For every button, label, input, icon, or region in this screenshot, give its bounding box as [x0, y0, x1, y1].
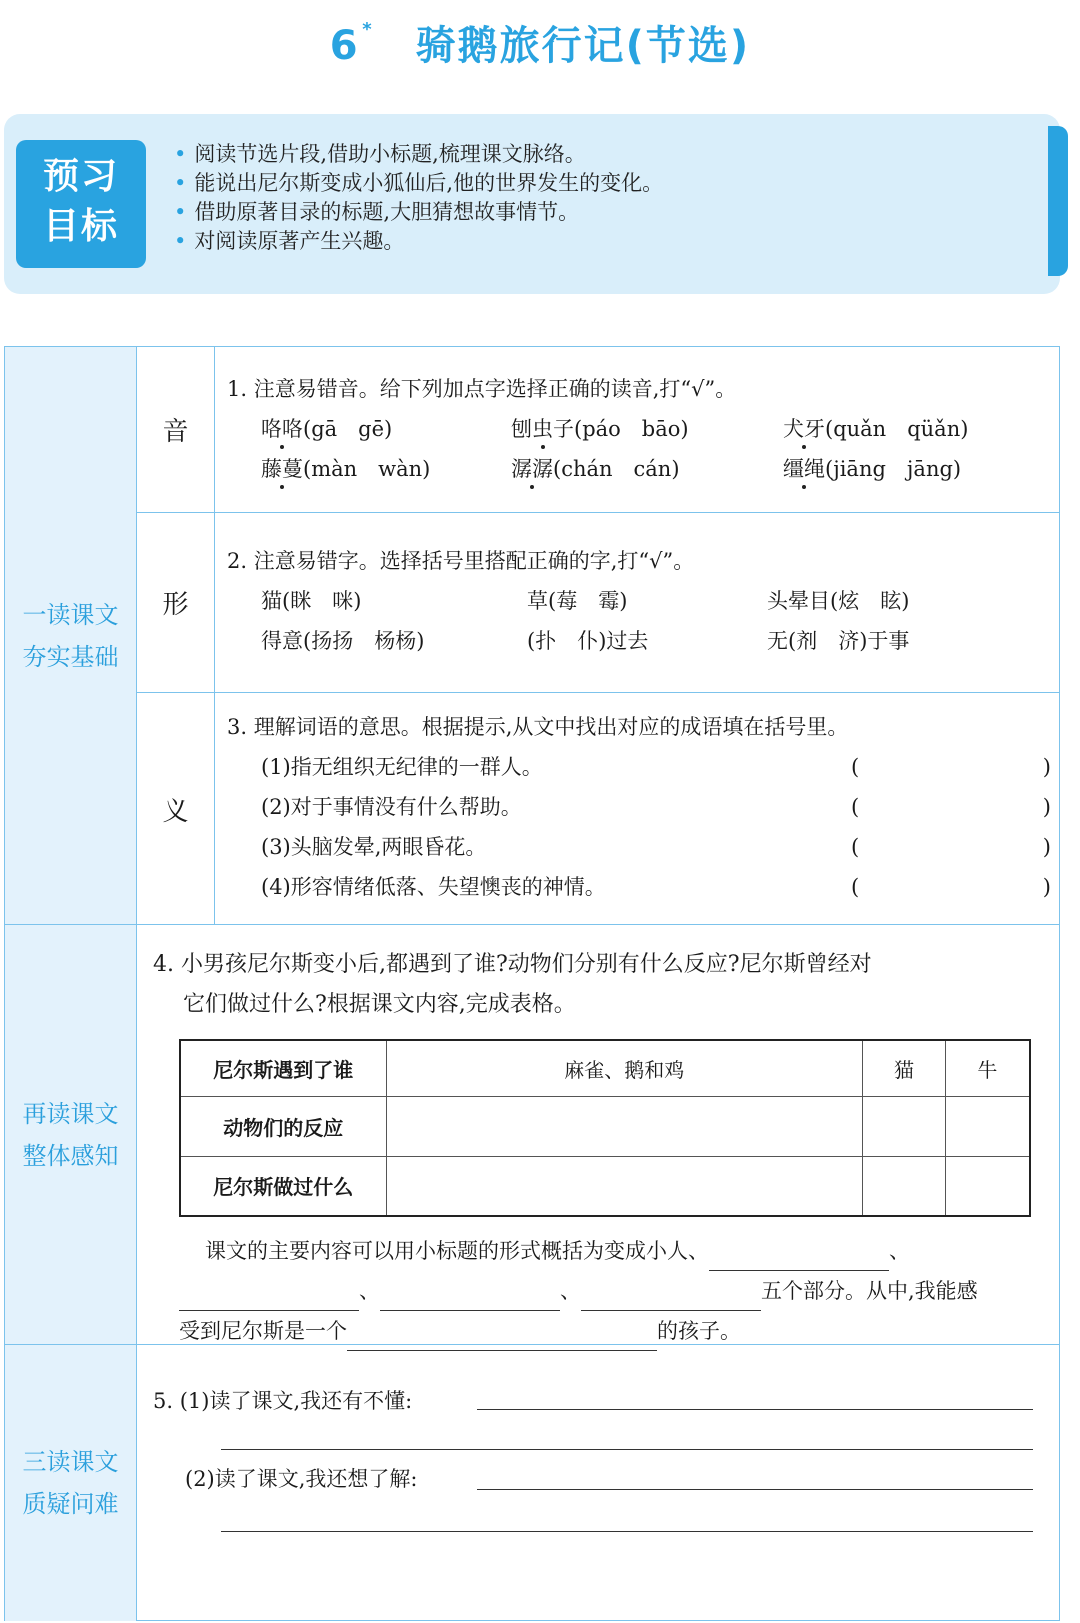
question-2: 2. 注意易错字。选择括号里搭配正确的字,打“√”。: [227, 549, 695, 573]
story-table: [179, 1039, 1031, 1217]
section-first-reading: [5, 347, 1059, 925]
table-cell: 牛: [945, 1040, 1030, 1096]
char-choice[interactable]: 无(剂 济)于事: [767, 629, 910, 653]
goal-item: • 能说出尼尔斯变成小狐仙后,他的世界发生的变化。: [174, 169, 663, 198]
question-4: 4. 小男孩尼尔斯变小后,都遇到了谁?动物们分别有什么反应?尼尔斯曾经对 它们做过什么?根据课文内容,完成表格。: [153, 952, 872, 1017]
meaning-label: 义: [137, 693, 215, 925]
table-cell: 麻雀、鹅和鸡: [386, 1040, 863, 1096]
table-row: [180, 1096, 1030, 1156]
pinyin-row: [227, 409, 1051, 449]
answer-line[interactable]: [221, 1449, 1033, 1450]
lesson-name: 骑鹅旅行记(节选): [415, 23, 751, 69]
answer-blank[interactable]: ( ): [851, 795, 1051, 819]
table-answer-cell[interactable]: [945, 1096, 1030, 1156]
table-row: [180, 1040, 1030, 1096]
pinyin-item[interactable]: 潺潺(chán cán): [511, 449, 783, 489]
answer-blank[interactable]: [179, 1285, 359, 1311]
preview-goals-box: [4, 114, 1060, 294]
shape-label: 形: [137, 513, 215, 692]
question-5-1: 5. (1)读了课文,我还有不懂:: [153, 1389, 413, 1413]
subsection-sound: [137, 347, 1059, 513]
table-header: 尼尔斯遇到了谁: [180, 1040, 386, 1096]
goal-item: • 阅读节选片段,借助小标题,梳理课文脉络。: [174, 140, 663, 169]
table-header: 动物们的反应: [180, 1096, 386, 1156]
answer-blank[interactable]: ( ): [851, 755, 1051, 779]
char-choice[interactable]: 头晕目(炫 眩): [767, 589, 910, 613]
table-header: 尼尔斯做过什么: [180, 1156, 386, 1216]
table-answer-cell[interactable]: [863, 1156, 946, 1216]
pinyin-row: [227, 449, 1051, 489]
lesson-number: 6 *: [329, 19, 374, 69]
lesson-title: [0, 14, 1080, 71]
table-cell: 猫: [863, 1040, 946, 1096]
question-5-2: (2)读了课文,我还想了解:: [185, 1467, 418, 1491]
char-choice[interactable]: 草(莓 霉): [527, 589, 628, 613]
answer-blank[interactable]: ( ): [851, 875, 1051, 899]
goal-item: • 对阅读原著产生兴趣。: [174, 227, 663, 256]
section-third-reading: [5, 1345, 1059, 1621]
char-row: [227, 581, 1051, 621]
section-second-reading: [5, 925, 1059, 1345]
subsection-shape: [137, 513, 1059, 693]
section-label: 再读课文 整体感知: [5, 925, 137, 1344]
char-choice[interactable]: 得意(扬扬 杨杨): [261, 629, 425, 653]
question-1: 1. 注意易错音。给下列加点字选择正确的读音,打“√”。: [227, 377, 737, 401]
meaning-item: (2)对于事情没有什么帮助。 ( ): [227, 787, 1051, 827]
pinyin-item[interactable]: 刨虫子(páo bāo): [511, 409, 783, 449]
goals-list: [174, 140, 663, 256]
char-row: [227, 621, 1051, 661]
summary-fill-in: 课文的主要内容可以用小标题的形式概括为变成小人、 、 、 、 五个部分。从中,我能感 受到尼尔斯是一个 的孩子。: [153, 1231, 1045, 1351]
char-choice[interactable]: 猫(眯 咪): [261, 589, 362, 613]
goal-item: • 借助原著目录的标题,大胆猜想故事情节。: [174, 198, 663, 227]
char-choice[interactable]: (扑 仆)过去: [527, 629, 649, 653]
goals-badge: 预习 目标: [16, 140, 146, 268]
section-label: 三读课文 质疑问难: [5, 1345, 137, 1621]
pinyin-item[interactable]: 藤蔓(màn wàn): [227, 449, 511, 489]
pinyin-item[interactable]: 犬牙(quǎn qüǎn): [783, 409, 968, 449]
answer-line[interactable]: [477, 1489, 1033, 1490]
meaning-item: (1)指无组织无纪律的一群人。 ( ): [227, 747, 1051, 787]
answer-line[interactable]: [477, 1409, 1033, 1410]
meaning-item: (4)形容情绪低落、失望懊丧的神情。 ( ): [227, 867, 1051, 907]
table-answer-cell[interactable]: [386, 1096, 863, 1156]
answer-line[interactable]: [221, 1531, 1033, 1532]
table-answer-cell[interactable]: [863, 1096, 946, 1156]
worksheet: [4, 346, 1060, 1621]
answer-blank[interactable]: [380, 1285, 560, 1311]
section-label: 一读课文 夯实基础: [5, 347, 137, 924]
table-row: [180, 1156, 1030, 1216]
answer-blank[interactable]: [709, 1245, 889, 1271]
answer-blank[interactable]: [581, 1285, 761, 1311]
goals-side-tab: [1048, 126, 1068, 276]
subsection-meaning: [137, 693, 1059, 925]
sound-label: 音: [137, 347, 215, 512]
answer-blank[interactable]: ( ): [851, 835, 1051, 859]
meaning-item: (3)头脑发晕,两眼昏花。 ( ): [227, 827, 1051, 867]
table-answer-cell[interactable]: [386, 1156, 863, 1216]
question-3: 3. 理解词语的意思。根据提示,从文中找出对应的成语填在括号里。: [227, 715, 849, 739]
pinyin-item[interactable]: 缰绳(jiāng jāng): [783, 449, 961, 489]
table-answer-cell[interactable]: [945, 1156, 1030, 1216]
pinyin-item[interactable]: 咯咯(gā gē): [227, 409, 511, 449]
